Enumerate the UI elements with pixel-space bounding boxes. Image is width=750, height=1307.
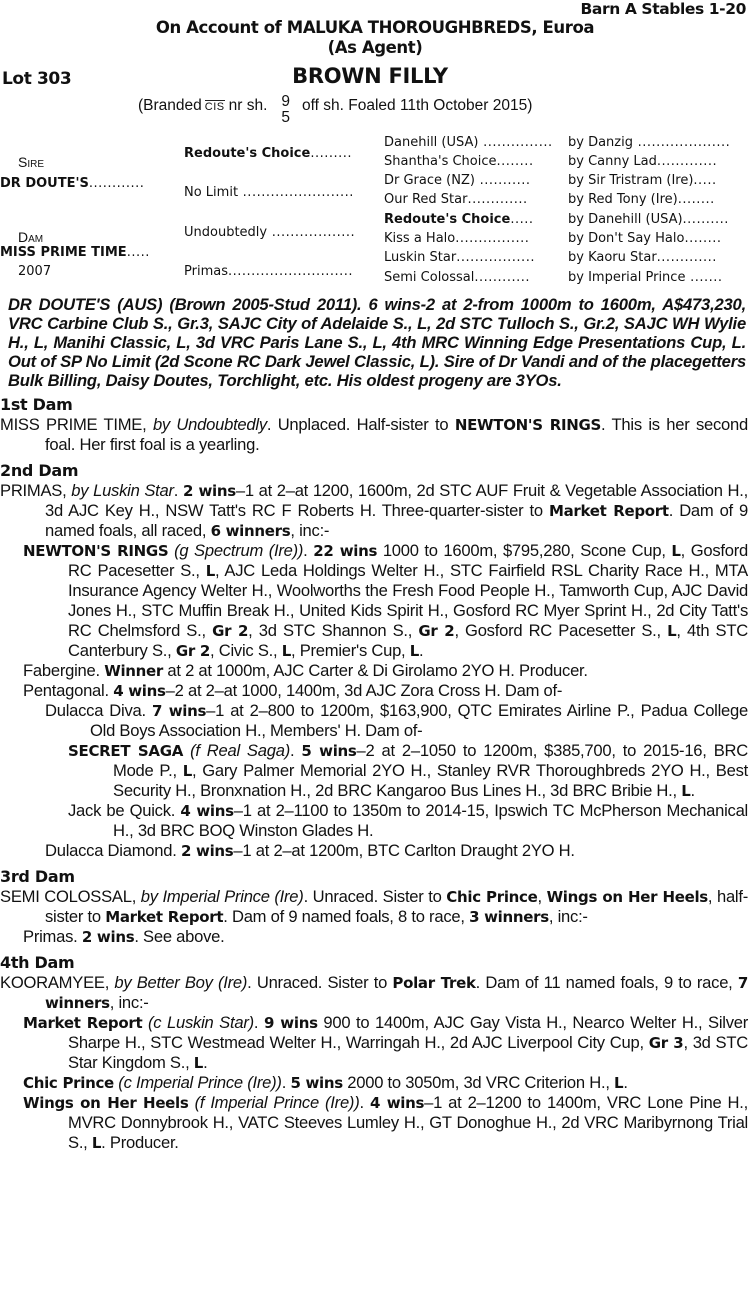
progeny-entry: SECRET SAGA (f Real Saga). 5 wins–2 at 2–1050 to 1200m, $385,700, to 2015-16, BRC Mode P., L, Gary Palmer Memorial 2YO H., Stanley RVR Thoroughbreds 2YO H., Best Security H., Bronxnation H., 2d BRC Kangaroo Bus Lines H., 3d BRC Bribie H., L. — [68, 741, 748, 800]
dam-entry: SEMI COLOSSAL, by Imperial Prince (Ire). Unraced. Sister to Chic Prince, Wings on Her Heels, half-sister to Market Report. Dam of 9 named foals, 8 to race, 3 winners, inc:- — [0, 887, 748, 926]
gen3-name: Redoute's Choice — [384, 212, 511, 227]
gen3-dots: ............ — [474, 270, 530, 285]
gen3-row — [384, 231, 529, 246]
sire-dots: ............ — [88, 176, 145, 191]
gen3-name: Luskin Star — [384, 250, 457, 265]
gen4-name: by Red Tony (Ire) — [568, 192, 678, 207]
progeny-entry: Chic Prince (c Imperial Prince (Ire)). 5 wins 2000 to 3050m, 3d VRC Criterion H., L. — [23, 1073, 628, 1092]
gen4-name: by Danehill (USA) — [568, 212, 683, 227]
dam-sections — [0, 395, 748, 1153]
progeny-entry: Market Report (c Luskin Star). 9 wins 900 to 1400m, AJC Gay Vista H., Nearco Welter H., Silver Sharpe H., STC Westmead Welter H., Warringah H., 2d AJC Liverpool City Cup, Gr 3, 3d STC Star Kingdom S., L. — [23, 1013, 749, 1072]
gen4-sire — [568, 173, 717, 188]
brand-frac-bottom: 5 — [281, 109, 290, 126]
vendor-line: On Account of MALUKA THOROUGHBREDS, Euroa — [155, 18, 595, 37]
gen3-name: Our Red Star — [384, 192, 468, 207]
brand-line — [138, 90, 533, 126]
gen4-dots: .......... — [682, 212, 729, 227]
dam-dots: ..... — [126, 245, 150, 260]
dam-heading: 4th Dam — [0, 953, 75, 972]
gen4-sire — [568, 250, 717, 265]
gen3-dots: ............... — [478, 135, 553, 150]
gen3-dots: ..... — [510, 212, 534, 227]
gen2-name: Undoubtedly — [184, 225, 268, 240]
gen2-dots: ......... — [310, 146, 353, 161]
dam-entry: PRIMAS, by Luskin Star. 2 wins–1 at 2–at 1200, 1600m, 2d STC AUF Fruit & Vegetable Association H., 3d AJC Key H., NSW Tatt's RC F Roberts H. Three-quarter-sister to Market Report. Dam of 9 named foals, all raced, 6 winners, inc:- — [0, 481, 748, 540]
gen4-name: by Kaoru Star — [568, 250, 657, 265]
gen3-name: Kiss a Halo — [384, 231, 456, 246]
gen2-dam-dam — [184, 264, 353, 279]
dam-entry: KOORAMYEE, by Better Boy (Ire). Unraced. Sister to Polar Trek. Dam of 11 named foals, 9 to race, 7 winners, inc:- — [0, 973, 748, 1012]
progeny-entry: Jack be Quick. 4 wins–1 at 2–1100 to 1350m to 2014-15, Ipswich TC McPherson Mechanical H., 3d BRC BOQ Winston Glades H. — [68, 801, 748, 840]
brand-fraction — [281, 94, 290, 126]
dam-label: Dam — [18, 229, 44, 245]
gen3-name: Semi Colossal — [384, 270, 475, 285]
pedigree-table — [0, 130, 750, 295]
progeny-entry: Dulacca Diamond. 2 wins–1 at 2–at 1200m, BTC Carlton Draught 2YO H. — [45, 841, 575, 860]
gen3-row — [384, 154, 534, 169]
gen4-sire — [568, 270, 723, 285]
dam-heading: 3rd Dam — [0, 867, 75, 886]
sire-label: Sire — [18, 154, 45, 170]
dam-heading: 1st Dam — [0, 395, 73, 414]
gen2-sire-dam — [184, 185, 354, 200]
gen2-name: Redoute's Choice — [184, 146, 311, 161]
dam-name-text: MISS PRIME TIME — [0, 245, 127, 260]
gen3-name: Dr Grace (NZ) — [384, 173, 475, 188]
gen4-name: by Don't Say Halo — [568, 231, 685, 246]
gen2-name: No Limit — [184, 185, 239, 200]
gen4-dots: ........ — [677, 192, 715, 207]
sire-name-text: DR DOUTE'S — [0, 176, 89, 191]
gen2-dam-sire — [184, 225, 355, 240]
gen3-dots: ................ — [455, 231, 530, 246]
gen2-sire-sire — [184, 146, 352, 161]
gen4-dots: ............. — [656, 154, 718, 169]
gen4-dots: ....... — [685, 270, 723, 285]
dam-entry: MISS PRIME TIME, by Undoubtedly. Unplaced. Half-sister to NEWTON'S RINGS. This is her second foal. Her first foal is a yearling. — [0, 415, 748, 454]
gen4-name: by Danzig — [568, 135, 633, 150]
dam-year: 2007 — [18, 264, 52, 279]
gen4-dots: ..... — [693, 173, 717, 188]
gen2-dots: .................. — [267, 225, 356, 240]
gen3-row — [384, 192, 528, 207]
sire-name — [0, 176, 144, 191]
lot-number: Lot 303 — [2, 69, 72, 89]
gen3-row — [384, 212, 533, 227]
gen2-name: Primas — [184, 264, 228, 279]
gen3-row — [384, 135, 553, 150]
gen4-name: by Imperial Prince — [568, 270, 686, 285]
gen4-sire — [568, 231, 722, 246]
gen4-dots: ............. — [656, 250, 717, 265]
gen3-dots: ........... — [474, 173, 531, 188]
gen3-row — [384, 250, 535, 265]
progeny-entry: Dulacca Diva. 7 wins–1 at 2–800 to 1200m, $163,900, QTC Emirates Airline P., Padua College Old Boys Association H., Members' H. Dam of- — [45, 701, 748, 740]
gen4-sire — [568, 135, 730, 150]
brand-nr: nr sh. — [228, 97, 268, 114]
progeny-entry: Pentagonal. 4 wins–2 at 2–at 1000, 1400m, 3d AJC Zora Cross H. Dam of- — [23, 681, 563, 700]
sire-summary: DR DOUTE'S (AUS) (Brown 2005-Stud 2011). 6 wins-2 at 2-from 1000m to 1600m, A$473,230, VRC Carbine Club S., Gr.3, SAJC City of Adelaide S., L, 2d STC Tulloch S., Gr.2, SAJC WH Wylie H., L, Manihi Classic, L, 3d VRC Paris Lane S., L, 4th MRC Winning Edge Presentations Cup, L. Out of SP No Limit (2d Scone RC Dark Jewel Classic, L). Sire of Dr Vandi and of the placegetters Bulk Billing, Daisy Doutes, Torchlight, etc. His oldest progeny are 3YOs. — [8, 295, 746, 390]
gen3-name: Danehill (USA) — [384, 135, 479, 150]
brand-prefix: (Branded — [138, 97, 202, 114]
gen3-row — [384, 270, 530, 285]
progeny-entry: Primas. 2 wins. See above. — [23, 927, 225, 946]
lot-title: BROWN FILLY — [292, 64, 448, 88]
gen3-dots: ............. — [467, 192, 528, 207]
gen4-name: by Sir Tristram (Ire) — [568, 173, 694, 188]
barn-location: Barn A Stables 1-20 — [580, 0, 746, 18]
gen2-dots: ........................ — [238, 185, 354, 200]
gen3-dots: ................. — [456, 250, 535, 265]
dam-name — [0, 245, 150, 260]
gen2-dots: ........................... — [227, 264, 354, 279]
gen4-sire — [568, 154, 717, 169]
gen3-dots: ........ — [496, 154, 534, 169]
progeny-entry: Fabergine. Winner at 2 at 1000m, AJC Carter & Di Girolamo 2YO H. Producer. — [23, 661, 588, 680]
gen4-name: by Canny Lad — [568, 154, 657, 169]
progeny-entry: Wings on Her Heels (f Imperial Prince (Ire)). 4 wins–1 at 2–1200 to 1400m, VRC Lone Pine H., MVRC Donnybrook H., VATC Steeves Lumley H., GT Donoghue H., 2d VRC Maribyrnong Trial S., L. Producer. — [23, 1093, 748, 1152]
gen4-sire — [568, 192, 715, 207]
brand-frac-top: 9 — [281, 93, 290, 110]
gen3-row — [384, 173, 531, 188]
gen4-dots: ........ — [684, 231, 722, 246]
progeny-entry: NEWTON'S RINGS (g Spectrum (Ire)). 22 wins 1000 to 1600m, $795,280, Scone Cup, L, Gosford RC Pacesetter S., L, AJC Leda Holdings Welter H., STC Fairfield RSL Charity Race H., MTA Insurance Agency Welter H., Woolworths the Fresh Food People H., Tamworth Cup, AJC David Jones H., STC Muffin Break H., United Kids Spirit H., Gosford RC Myer Sprint H., 2d City Tatt's RC Chelmsford S., Gr 2, 3d STC Shannon S., Gr 2, Gosford RC Pacesetter S., L, 4th STC Canterbury S., Gr 2, Civic S., L, Premier's Cup, L. — [23, 541, 748, 660]
dam-heading: 2nd Dam — [0, 461, 79, 480]
brand-suffix: off sh. Foaled 11th October 2015) — [302, 97, 533, 114]
catalogue-body — [0, 295, 748, 1153]
vendor-note: (As Agent) — [327, 38, 423, 57]
brand-mark-icon: CIS — [204, 100, 225, 113]
gen4-sire — [568, 212, 729, 227]
gen3-name: Shantha's Choice — [384, 154, 497, 169]
gen4-dots: .................... — [632, 135, 731, 150]
